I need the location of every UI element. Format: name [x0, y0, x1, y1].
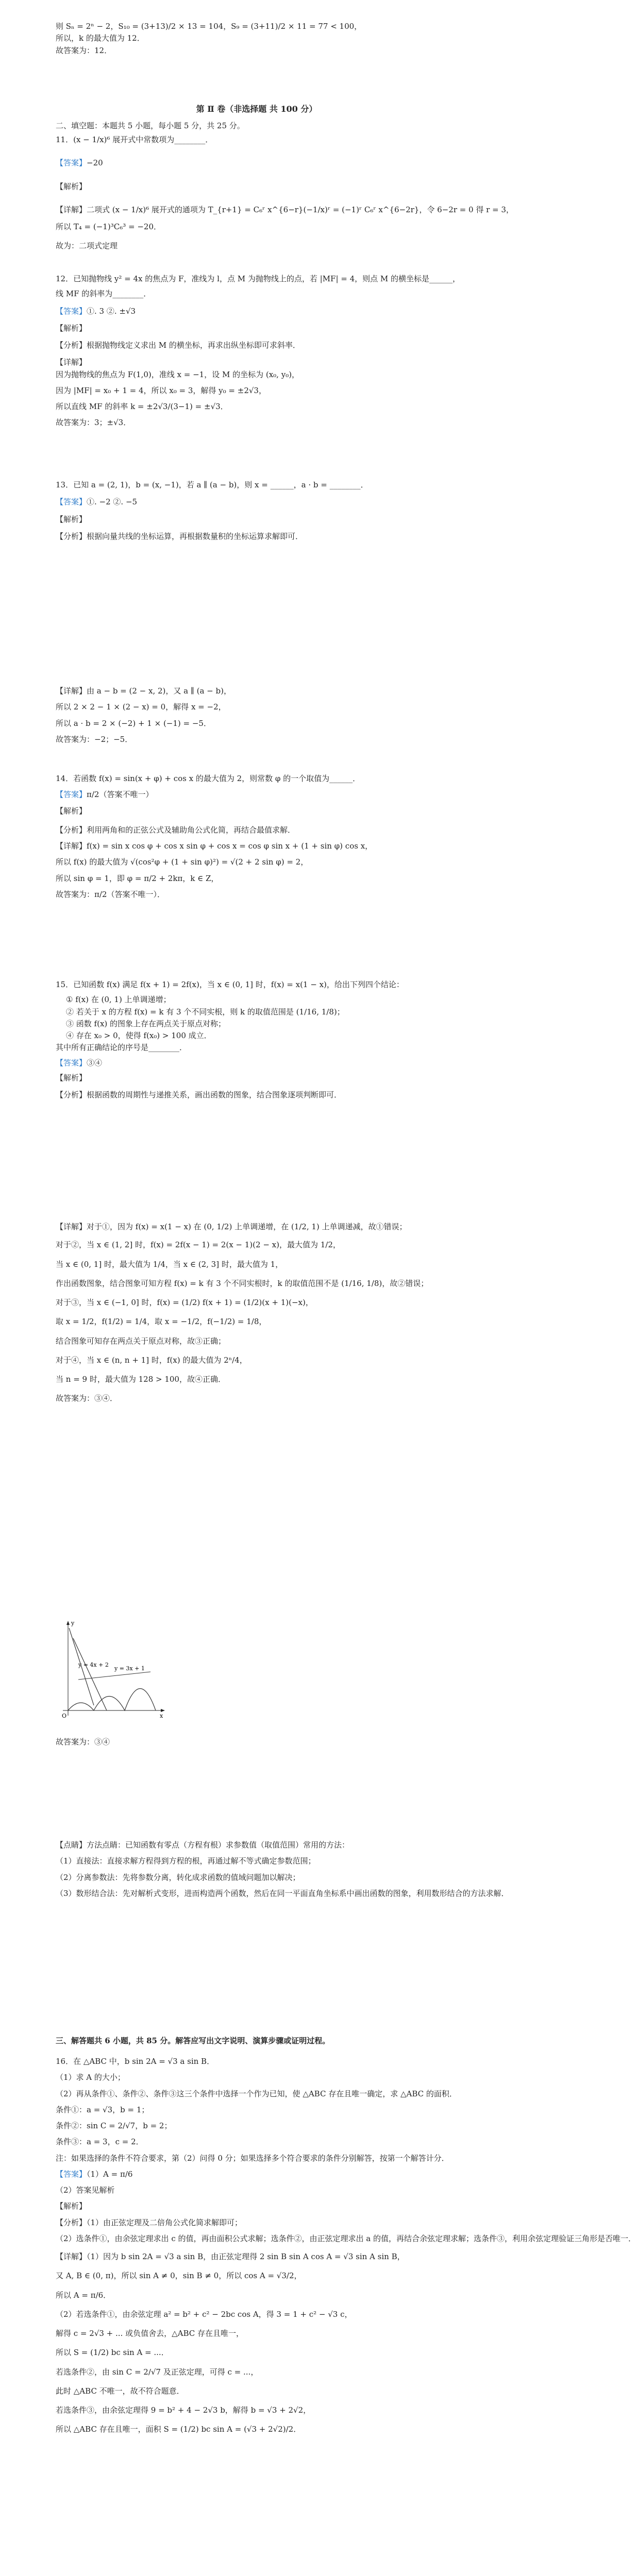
q14-answer: π/2（答案不唯一）: [87, 790, 154, 800]
q16-hint: 【分析】（1）由正弦定理及二倍角公式化简求解即可；: [56, 2217, 243, 2227]
q13-detail-2: 所以 2 × 2 − 1 × (2 − x) = 0，解得 x = −2，: [56, 702, 226, 712]
q11-detail: 【详解】二项式 (x − 1/x)⁶ 展开式的通项为 T_{r+1} = C₆ʳ x^{6−r}(−1/x)ʳ = (−1)ʳ C₆ʳ x^{6−2r}，令 6−2r = 0 得 r = 3，: [56, 205, 514, 214]
q15-claim-2: ② 若关于 x 的方程 f(x) = k 有 3 个不同实根，则 k 的取值范围是 (1/16, 1/8)；: [66, 1007, 345, 1016]
graph-y-label: y: [71, 1620, 75, 1626]
q16-analysis-tag: 【解析】: [56, 2201, 87, 2211]
q12-detail-3: 所以直线 MF 的斜率 k = ±2√3/(3−1) = ±√3．: [56, 402, 228, 411]
q14-stem: 14．若函数 f(x) = sin(x + φ) + cos x 的最大值为 2，则常数 φ 的一个取值为______．: [56, 774, 361, 783]
q16-detail-8: 此时 △ABC 不唯一，故不符合题意．: [56, 2386, 185, 2396]
intro-line-2: 所以，k 的最大值为 12．: [56, 33, 145, 43]
q14-detail-4: 故答案为：π/2（答案不唯一）．: [56, 889, 165, 899]
q15-tip-1: （1）直接法：直接求解方程得到方程的根，再通过解不等式确定参数范围；: [56, 1856, 316, 1866]
q13-answer: ①. −2 ②. −5: [87, 497, 138, 507]
question-12: [56, 273, 461, 429]
q15-summary-block: [56, 1736, 458, 1748]
q15-tip-2: （2）分离参数法：先将参数分离，转化成求函数的值域问题加以解决；: [56, 1872, 300, 1882]
q16-answer-2: （2）答案见解析: [56, 2185, 115, 2195]
question-14: [56, 773, 458, 901]
q16-detail-4: （2）若选条件①，由余弦定理 a² = b² + c² − 2bc cos A，得 3 = 1 + c² − √3 c，: [56, 2309, 353, 2319]
q11-note: 故为：二项式定理: [56, 241, 118, 251]
q16-part-2: （2）再从条件①、条件②、条件③这三个条件中选择一个作为已知，使 △ABC 存在且唯一确定，求 △ABC 的面积．: [56, 2089, 457, 2098]
q15-claim-1: ① f(x) 在 (0, 1) 上单调递增；: [66, 995, 171, 1005]
q12-analysis-tag: 【解析】: [56, 323, 87, 333]
q15-claim-4: ④ 存在 x₀ > 0，使得 f(x₀) > 100 成立．: [66, 1031, 212, 1040]
q16-detail-9: 若选条件③，由余弦定理得 9 = b² + 4 − 2√3 b，解得 b = √3 + 2√2，: [56, 2405, 311, 2415]
q16-detail-3: 所以 A = π/6．: [56, 2290, 111, 2300]
q14-detail-1: 【详解】f(x) = sin x cos φ + cos x sin φ + cos x = cos φ sin x + (1 + sin φ) cos x，: [56, 841, 373, 851]
q11-detail-2: 所以 T₄ = (−1)³C₆³ = −20．: [56, 222, 161, 231]
q13-stem: 13．已知 a = (2, 1)，b = (x, −1)，若 a ∥ (a − b)，则 x = ______，a · b = ________．: [56, 480, 369, 489]
q15-tip-3: （3）数形结合法：先对解析式变形，进而构造两个函数，然后在同一平面直角坐标系中画出函数的图象，利用数形结合的方法求解．: [56, 1888, 509, 1898]
q12-detail-tag: 【详解】: [56, 358, 87, 367]
q14-detail-3: 所以 sin φ = 1，即 φ = π/2 + 2kπ，k ∈ Z，: [56, 873, 219, 883]
q16-hint-2: （2）选条件①，由余弦定理求出 c 的值，再由面积公式求解；选条件②，由正弦定理求出 a 的值，再结合余弦定理求解；选条件③，利用余弦定理验证三角形是否唯一．: [56, 2233, 636, 2243]
q15-detail-5: 对于③，当 x ∈ (−1, 0] 时，f(x) = (1/2) f(x + 1) = (1/2)(x + 1)(−x)，: [56, 1298, 313, 1307]
part3-title: 三、解答题共 6 小题，共 85 分。解答应写出文字说明、演算步骤或证明过程。: [56, 2036, 330, 2045]
q16-cond-1: 条件①：a = √3，b = 1；: [56, 2105, 149, 2114]
q15-detail-3: 当 x ∈ (0, 1] 时，最大值为 1/4，当 x ∈ (2, 3] 时，最大值为 1，: [56, 1259, 283, 1269]
q11-answer: −20: [87, 158, 103, 168]
q15-detail-6: 取 x = 1/2，f(1/2) = 1/4，取 x = −1/2，f(−1/2) = 1/8，: [56, 1317, 267, 1327]
q12-hint: 【分析】根据抛物线定义求出 M 的横坐标，再求出纵坐标即可求斜率．: [56, 341, 300, 350]
graph-label-1: y = 4x + 2: [78, 1662, 109, 1668]
q14-analysis-tag: 【解析】: [56, 806, 87, 816]
q15-detail-9: 当 n = 9 时，最大值为 128 > 100，故④正确．: [56, 1375, 226, 1384]
q12-detail-1: 因为抛物线的焦点为 F(1,0)，准线 x = −1，设 M 的坐标为 (x₀, y₀)，: [56, 369, 300, 379]
q15-answer-tag: 【答案】: [56, 1058, 87, 1067]
q15-detail-7: 结合图象可知存在两点关于原点对称，故③正确；: [56, 1336, 226, 1346]
graph-x-label: x: [160, 1713, 163, 1719]
q15-claim-3: ③ 函数 f(x) 的图象上存在两点关于原点对称；: [66, 1019, 226, 1028]
q16-answer-tag: 【答案】: [56, 2169, 87, 2179]
question-16: [56, 2056, 636, 2436]
q15-detail-8: 对于④，当 x ∈ (n, n + 1] 时，f(x) 的最大值为 2ⁿ/4，: [56, 1355, 247, 1365]
q16-detail-2: 又 A, B ∈ (0, π)，所以 sin A ≠ 0，sin B ≠ 0，所以 cos A = √3/2，: [56, 2271, 302, 2281]
q14-detail-2: 所以 f(x) 的最大值为 √(cos²φ + (1 + sin φ)²) = √(2 + 2 sin φ) = 2，: [56, 857, 309, 867]
question-15: [56, 979, 458, 1101]
q16-cond-3: 条件③：a = 3，c = 2．: [56, 2137, 144, 2147]
q12-detail-4: 故答案为：3；±√3．: [56, 418, 131, 428]
q16-stem: 16．在 △ABC 中，b sin 2A = √3 a sin B．: [56, 2057, 215, 2066]
part2-title: 第 Ⅱ 卷（非选择题 共 100 分）: [196, 104, 317, 114]
q15-detail-block: [56, 1221, 458, 1405]
graph-label-2: y = 3x + 1: [114, 1665, 145, 1672]
graph-curve: [68, 1689, 156, 1711]
intro-block: [56, 21, 458, 57]
q14-answer-tag: 【答案】: [56, 790, 87, 800]
q15-detail-10: 故答案为：③④．: [56, 1394, 118, 1403]
q15-analysis-tag: 【解析】: [56, 1073, 87, 1082]
q13-detail-4: 故答案为：−2；−5．: [56, 734, 133, 744]
q16-part-1: （1）求 A 的大小；: [56, 2073, 125, 2082]
q13-detail-1: 【详解】由 a − b = (2 − x, 2)，又 a ∥ (a − b)，: [56, 686, 231, 696]
q12-detail-2: 因为 |MF| = x₀ + 1 = 4，所以 x₀ = 3，解得 y₀ = ±2√3，: [56, 385, 266, 395]
q13-detail-3: 所以 a · b = 2 × (−2) + 1 × (−1) = −5．: [56, 718, 211, 728]
graph-origin: O: [62, 1713, 67, 1719]
q15-function-graph: [58, 1618, 166, 1721]
q16-detail-10: 所以 △ABC 存在且唯一，面积 S = (1/2) bc sin A = (√3 + 2√2)/2．: [56, 2425, 302, 2434]
q11-stem: 11．(x − 1/x)⁶ 展开式中常数项为________．: [56, 135, 213, 144]
q16-detail-7: 若选条件②，由 sin C = 2/√7 及正弦定理，可得 c = ...，: [56, 2367, 259, 2377]
intro-line-1: 则 Sₙ = 2ⁿ − 2，S₁₀ = (3+13)/2 × 13 = 104，S₉ = (3+11)/2 × 11 = 77 < 100，: [56, 22, 362, 31]
q16-answer-1: （1）A = π/6: [87, 2169, 133, 2179]
part3-header: [56, 2035, 458, 2047]
q15-tips-block: [56, 1839, 509, 1900]
q12-answer-tag: 【答案】: [56, 306, 87, 316]
q15-hint: 【分析】根据函数的周期性与递推关系，画出函数的图象，结合图象逐项判断即可．: [56, 1090, 342, 1099]
part2-subtitle: 二、填空题：本题共 5 小题，每小题 5 分，共 25 分。: [56, 121, 245, 130]
q12-stem-2: 线 MF 的斜率为________．: [56, 289, 152, 299]
q16-cond-2: 条件②：sin C = 2/√7，b = 2；: [56, 2121, 172, 2130]
q13-analysis-tag: 【解析】: [56, 514, 87, 524]
part2-header: [56, 103, 458, 132]
q15-answer: ③④: [87, 1058, 103, 1067]
q16-detail-6: 所以 S = (1/2) bc sin A = ...．: [56, 2348, 169, 2358]
q14-hint: 【分析】利用两角和的正弦公式及辅助角公式化简，再结合最值求解．: [56, 825, 296, 835]
q13-answer-tag: 【答案】: [56, 497, 87, 507]
intro-line-3: 故答案为：12．: [56, 45, 112, 55]
q16-note: 注：如果选择的条件不符合要求，第（2）问得 0 分；如果选择多个符合要求的条件分别解答，按第一个解答计分．: [56, 2153, 449, 2163]
q15-stem: 15．已知函数 f(x) 满足 f(x + 1) = 2f(x)，当 x ∈ (0, 1] 时，f(x) = x(1 − x)，给出下列四个结论：: [56, 980, 404, 989]
q13-detail-block: [56, 685, 458, 745]
q15-detail-2: 对于②，当 x ∈ (1, 2] 时，f(x) = 2f(x − 1) = 2(x − 1)(2 − x)，最大值为 1/2，: [56, 1240, 341, 1250]
question-11: [56, 134, 514, 252]
q15-detail-1: 【详解】对于①，因为 f(x) = x(1 − x) 在 (0, 1/2) 上单调递增，在 (1/2, 1) 上单调递减，故①错误；: [56, 1222, 407, 1231]
q13-hint: 【分析】根据向量共线的坐标运算，再根据数量积的坐标运算求解即可．: [56, 531, 304, 541]
q15-claim-5: 其中所有正确结论的序号是________．: [56, 1043, 188, 1053]
q16-detail-5: 解得 c = 2√3 + ... 或负值舍去，△ABC 存在且唯一，: [56, 2329, 244, 2338]
q11-analysis-tag: 【解析】: [56, 181, 87, 191]
q15-tip-title: 【点睛】方法点睛：已知函数有零点（方程有根）求参数值（取值范围）常用的方法：: [56, 1840, 350, 1850]
q12-answer: ①. 3 ②. ±√3: [87, 306, 136, 316]
q12-stem: 12．已知抛物线 y² = 4x 的焦点为 F，准线为 l，点 M 为抛物线上的点，若 |MF| = 4，则点 M 的横坐标是______，: [56, 274, 461, 283]
question-13: [56, 479, 458, 543]
q16-detail-1: 【详解】（1）因为 b sin 2A = √3 a sin B，由正弦定理得 2 sin B sin A cos A = √3 sin A sin B，: [56, 2252, 405, 2261]
q15-final: 故答案为：③④: [56, 1737, 110, 1747]
q11-answer-tag: 【答案】: [56, 158, 87, 168]
q15-detail-4: 作出函数图象，结合图象可知方程 f(x) = k 有 3 个不同实根时，k 的取值范围不是 (1/16, 1/8)，故②错误；: [56, 1278, 429, 1288]
